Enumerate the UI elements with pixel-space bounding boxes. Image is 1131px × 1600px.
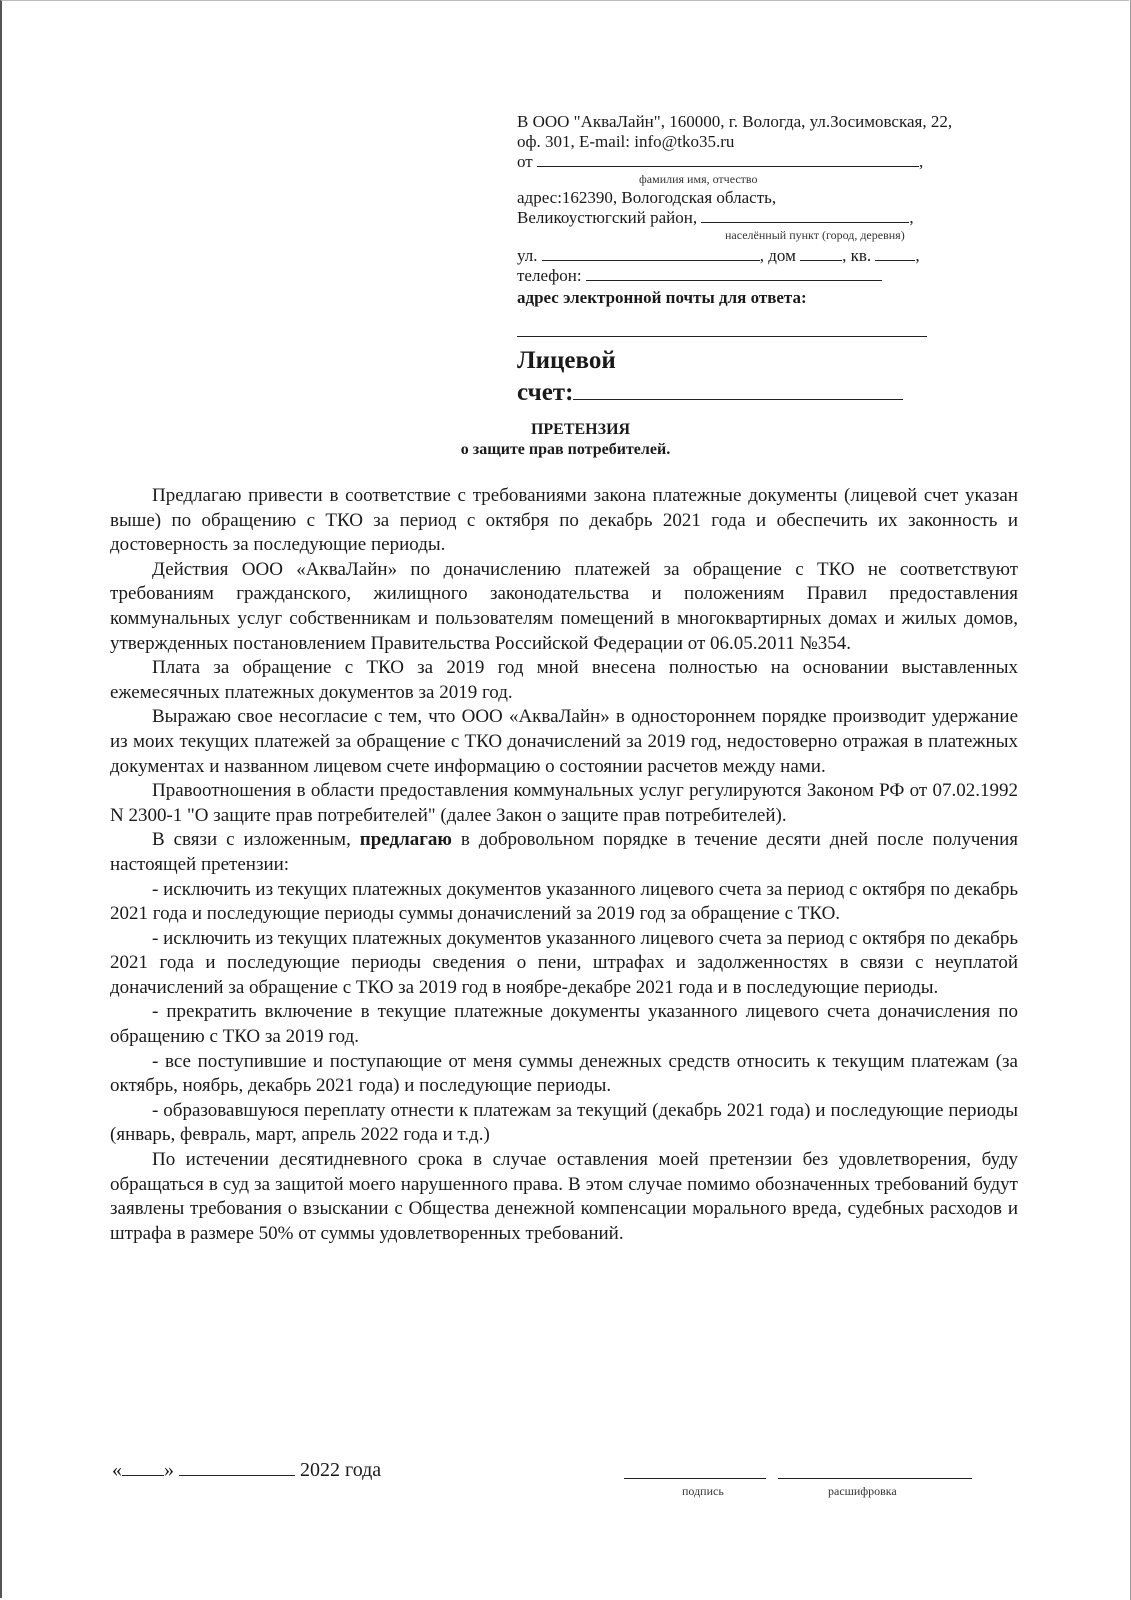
date-line xyxy=(112,1459,381,1482)
paragraph-6 xyxy=(110,828,1018,877)
account-field[interactable] xyxy=(573,377,903,400)
document-title xyxy=(0,420,1131,460)
paragraph-4: Выражаю свое несогласие с тем, что ООО «АкваЛайн» в одностороннем порядке производит удержание из моих текущих платежей за обращение с ТКО доначислений за 2019 год, недостоверно отражая в платежных документах и названном лицевом счете информацию о состоянии расчетов между нами. xyxy=(110,706,1018,777)
signature-hint: подпись xyxy=(682,1484,724,1498)
signature-field[interactable] xyxy=(624,1478,766,1479)
paragraph-1: Предлагаю привести в соответствие с требованиями закона платежные документы (лицевой счет указан выше) по обращению с ТКО за период с октября по декабрь 2021 года и обеспечить их законность и достоверность за последующие периоды. xyxy=(110,485,1018,556)
month-field[interactable] xyxy=(179,1461,295,1476)
paragraph-3: Плата за обращение с ТКО за 2019 год мной внесена полностью на основании выставленных ежемесячных платежных документов за 2019 год. xyxy=(110,657,1018,703)
phone-label: телефон: xyxy=(517,266,582,285)
account-label-2: счет: xyxy=(517,379,574,406)
paragraph-6-start: В связи с изложенным, xyxy=(152,829,360,851)
phone-field[interactable] xyxy=(586,266,882,281)
account-block xyxy=(517,345,903,409)
title-line-1: ПРЕТЕНЗИЯ xyxy=(530,421,631,438)
paragraph-5: Правоотношения в области предоставления коммунальных услуг регулируются Законом РФ от 07.02.1992 N 2300-1 "О защите прав потребителей" (далее Закон о защите прав потребителей). xyxy=(110,780,1018,826)
decode-field[interactable] xyxy=(778,1478,972,1479)
demand-1: - исключить из текущих платежных документов указанного лицевого счета за период с октября по декабрь 2021 года и последующие периоды суммы доначислений за 2019 год за обращение с ТКО. xyxy=(110,878,1018,925)
addressee-block xyxy=(517,112,1017,342)
settlement-field[interactable] xyxy=(701,208,909,223)
account-label-1: Лицевой xyxy=(517,347,616,374)
day-field[interactable] xyxy=(122,1461,164,1476)
email-label: адрес электронной почты для ответа: xyxy=(517,288,807,307)
paragraph-6-end: в добровольном порядке в течение десяти дней после получения настоящей претензии: xyxy=(110,829,1018,875)
from-line: от , xyxy=(517,152,924,171)
address-line-1: адрес:162390, Вологодская область, xyxy=(517,188,777,207)
email-field[interactable] xyxy=(517,322,927,337)
decode-hint: расшифровка xyxy=(828,1484,897,1498)
date-quote-close: » xyxy=(164,1459,174,1481)
apt-label: кв. xyxy=(850,246,872,265)
account-line xyxy=(517,377,903,409)
demand-2: - исключить из текущих платежных документов указанного лицевого счета за период с октября по декабрь 2021 года и последующие периоды сведения о пени, штрафах и задолженностях в связи с неуплатой доначислений за обращение с ТКО за 2019 год в ноябре-декабре 2021 года и в последующие периоды. xyxy=(110,927,1018,998)
settlement-hint: населённый пункт (город, деревня) xyxy=(725,228,905,242)
house-field[interactable] xyxy=(800,246,842,261)
title-line-2: о защите прав потребителей. xyxy=(460,441,671,458)
demand-5: - образовавшуюся переплату отнести к платежам за текущий (декабрь 2021 года) и последующие периоды (январь, февраль, март, апрель 2022 года и т.д.) xyxy=(110,1099,1018,1146)
house-label: дом xyxy=(768,246,796,265)
phone-line xyxy=(517,266,1017,286)
demand-3: - прекратить включение в текущие платежные документы указанного лицевого счета доначисления по обращению с ТКО за 2019 год. xyxy=(110,1001,1018,1048)
year-label: 2022 года xyxy=(300,1459,382,1481)
claim-body xyxy=(110,484,1018,1246)
street-label: ул. xyxy=(517,246,538,265)
street-line: ул. , дом , кв. , xyxy=(517,246,920,265)
from-label: от xyxy=(517,152,533,171)
paragraph-6-bold: предлагаю xyxy=(359,829,452,851)
recipient-line-2: оф. 301, E-mail: info@tko35.ru xyxy=(517,132,735,151)
demand-4: - все поступившие и поступающие от меня суммы денежных средств относить к текущим платежам (за октябрь, ноябрь, декабрь 2021 года) и последующие периоды. xyxy=(110,1050,1018,1097)
recipient-line-1: В ООО "АкваЛайн", 160000, г. Вологда, ул.Зосимовская, 22, xyxy=(517,112,953,131)
address-line-2: Великоустюгский район, , xyxy=(517,208,914,227)
district-label: Великоустюгский район, xyxy=(517,208,698,227)
paragraph-2: Действия ООО «АкваЛайн» по доначислению платежей за обращение с ТКО не соответствуют требованиям гражданского, жилищного законодательства и положениям Правил предоставления коммунальных услуг собственникам и пользователям помещений в многоквартирных домах и жилых домов, утвержденных постановлением Правительства Российской Федерации от 06.05.2011 №354. xyxy=(110,558,1018,654)
name-hint: фамилия имя, отчество xyxy=(639,172,758,186)
apt-field[interactable] xyxy=(875,246,915,261)
date-quote-open: « xyxy=(112,1459,122,1481)
paragraph-final: По истечении десятидневного срока в случае оставления моей претензии без удовлетворения, буду обращаться в суд за защитой моего нарушенного права. В этом случае помимо обозначенных требований будут заявлены требования о взыскании с Общества денежной компенсации морального вреда, судебных расходов и штрафа в размере 50% от суммы удовлетворенных требований. xyxy=(110,1149,1018,1244)
name-field[interactable] xyxy=(537,152,919,167)
street-field[interactable] xyxy=(542,246,760,261)
